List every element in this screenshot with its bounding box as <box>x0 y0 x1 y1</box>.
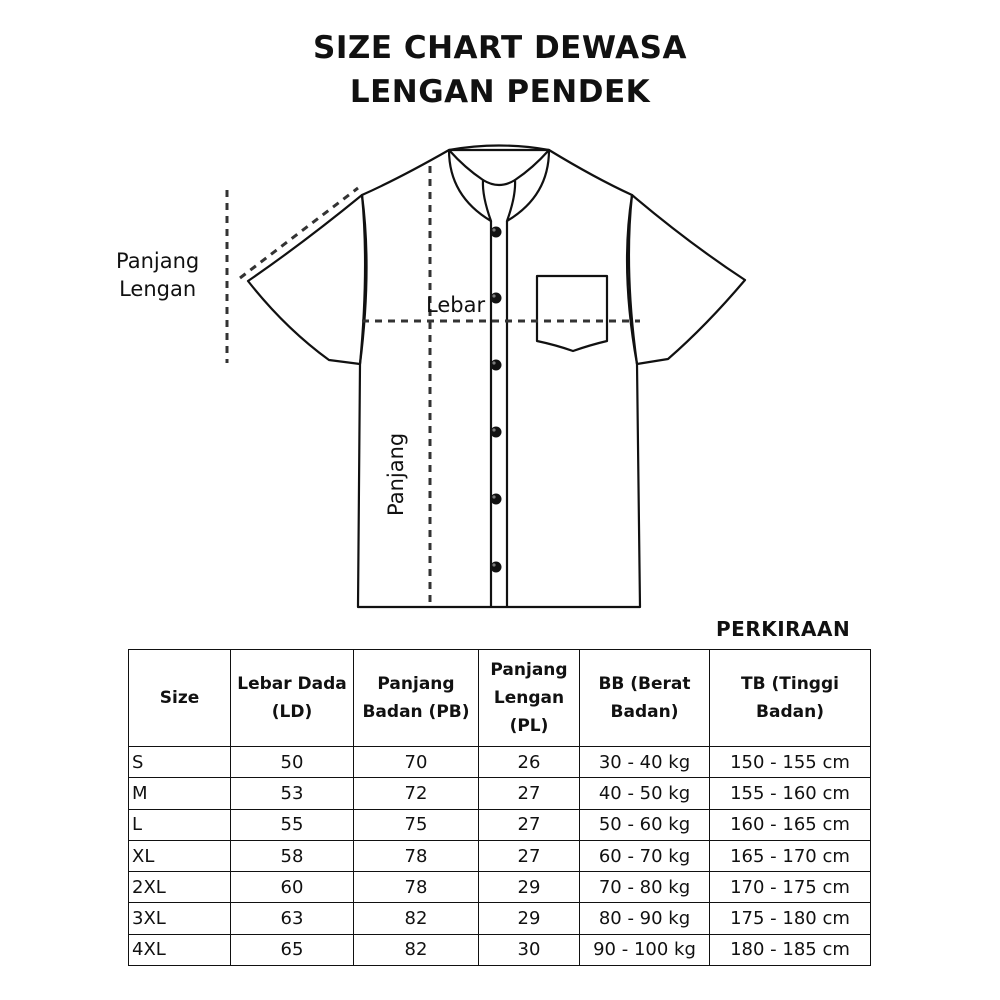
body-length-label: Panjang <box>384 432 408 516</box>
right-sleeve <box>627 195 745 364</box>
table-row <box>129 872 871 903</box>
table-cell: 72 <box>354 778 479 809</box>
estimate-label: PERKIRAAN <box>716 617 851 641</box>
table-cell: 175 - 180 cm <box>710 903 871 934</box>
table-cell: 50 - 60 kg <box>580 809 710 840</box>
table-row <box>129 747 871 778</box>
header-chest-width: Lebar Dada (LD) <box>231 650 354 747</box>
table-cell: S <box>129 747 231 778</box>
table-cell: M <box>129 778 231 809</box>
table-cell: 82 <box>354 934 479 965</box>
table-header-row <box>129 650 871 747</box>
table-cell: 27 <box>479 840 580 871</box>
header-size: Size <box>129 650 231 747</box>
chart-title-line-1: SIZE CHART DEWASA <box>313 30 687 66</box>
collar <box>449 150 491 221</box>
table-row <box>129 840 871 871</box>
table-cell: 65 <box>231 934 354 965</box>
table-cell: 80 - 90 kg <box>580 903 710 934</box>
table-cell: 63 <box>231 903 354 934</box>
table-row <box>129 934 871 965</box>
header-body-length: Panjang Badan (PB) <box>354 650 479 747</box>
chart-title-line-2: LENGAN PENDEK <box>349 74 651 110</box>
table-row <box>129 809 871 840</box>
table-cell: 78 <box>354 840 479 871</box>
table-cell: 160 - 165 cm <box>710 809 871 840</box>
table-cell: 2XL <box>129 872 231 903</box>
table-cell: 4XL <box>129 934 231 965</box>
table-cell: 27 <box>479 809 580 840</box>
table-cell: 53 <box>231 778 354 809</box>
table-cell: 29 <box>479 903 580 934</box>
table-cell: 90 - 100 kg <box>580 934 710 965</box>
chest-pocket <box>537 276 607 351</box>
header-weight: BB (Berat Badan) <box>580 650 710 747</box>
table-cell: 55 <box>231 809 354 840</box>
table-cell: 75 <box>354 809 479 840</box>
table-cell: XL <box>129 840 231 871</box>
table-cell: 58 <box>231 840 354 871</box>
table-row <box>129 903 871 934</box>
table-cell: 27 <box>479 778 580 809</box>
table-cell: 50 <box>231 747 354 778</box>
table-cell: 29 <box>479 872 580 903</box>
table-cell: 82 <box>354 903 479 934</box>
header-height: TB (Tinggi Badan) <box>710 650 871 747</box>
table-cell: 155 - 160 cm <box>710 778 871 809</box>
table-cell: 70 - 80 kg <box>580 872 710 903</box>
table-cell: 165 - 170 cm <box>710 840 871 871</box>
header-sleeve-length: Panjang Lengan (PL) <box>479 650 580 747</box>
table-cell: 60 <box>231 872 354 903</box>
table-cell: 30 - 40 kg <box>580 747 710 778</box>
table-cell: 78 <box>354 872 479 903</box>
sleeve-length-guide <box>240 188 358 278</box>
table-cell: 60 - 70 kg <box>580 840 710 871</box>
table-cell: 150 - 155 cm <box>710 747 871 778</box>
table-cell: 26 <box>479 747 580 778</box>
table-row <box>129 778 871 809</box>
left-sleeve <box>248 195 365 364</box>
table-cell: 3XL <box>129 903 231 934</box>
buttons <box>491 227 502 573</box>
size-table <box>128 649 871 966</box>
table-cell: 170 - 175 cm <box>710 872 871 903</box>
table-cell: 30 <box>479 934 580 965</box>
table-cell: 40 - 50 kg <box>580 778 710 809</box>
sleeve-length-label: Panjang Lengan <box>116 249 200 301</box>
table-cell: 180 - 185 cm <box>710 934 871 965</box>
table-cell: L <box>129 809 231 840</box>
chest-width-label: Lebar <box>426 293 486 317</box>
shirt-body <box>358 150 640 607</box>
table-cell: 70 <box>354 747 479 778</box>
